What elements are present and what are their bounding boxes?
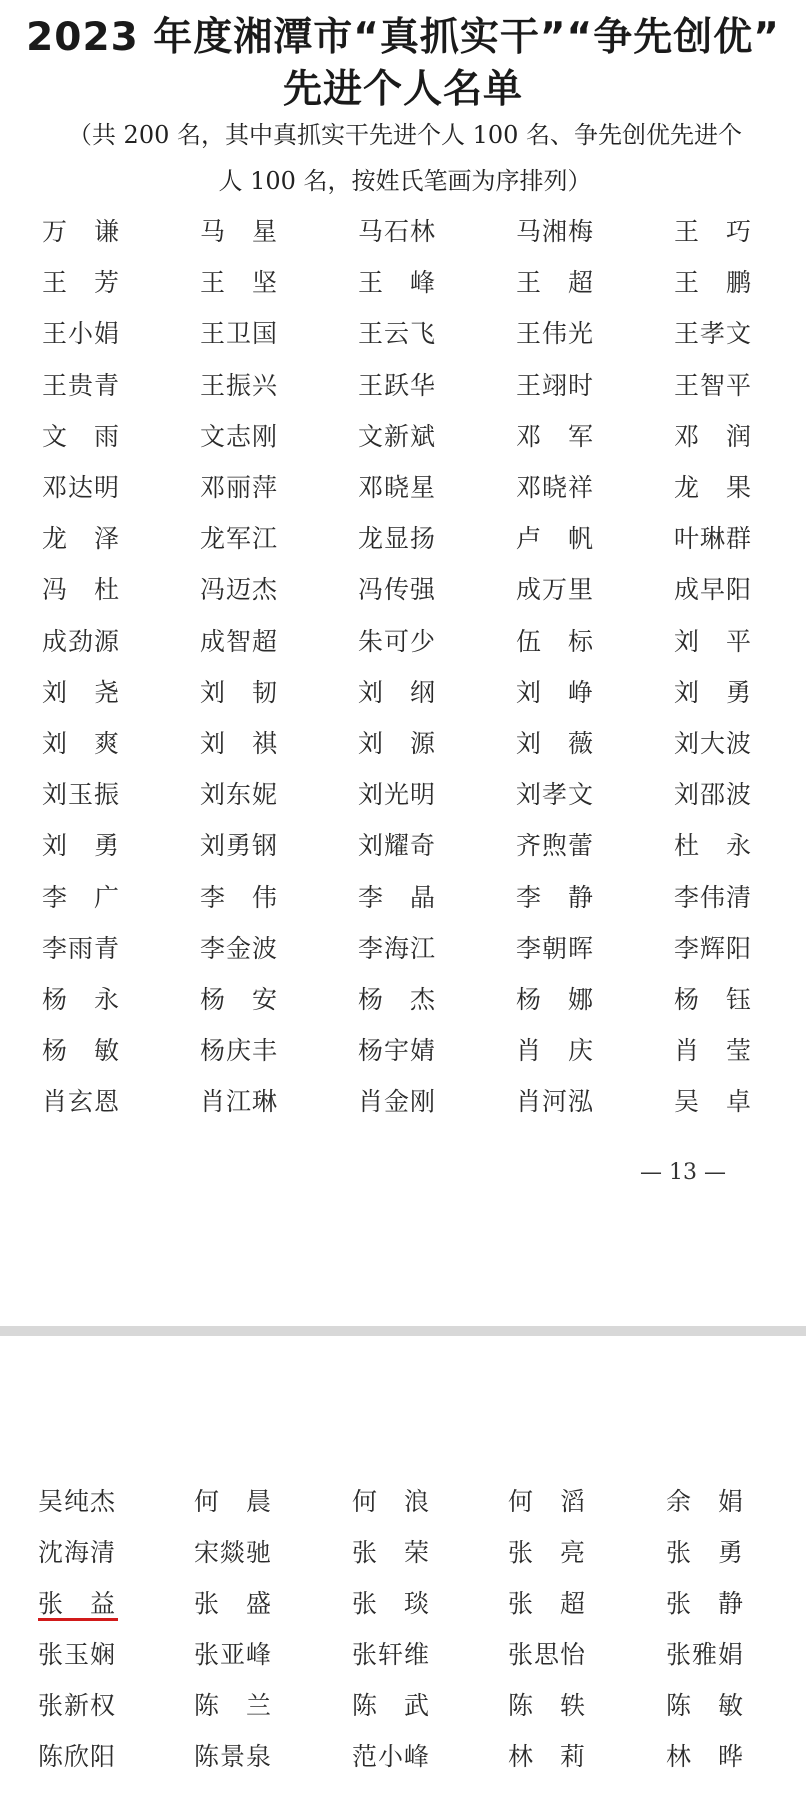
name-entry: 王翊时: [516, 370, 595, 400]
name-entry: 王 峰: [358, 268, 437, 298]
subtitle-line-2: 人 100 名，按姓氏笔画为序排列）: [218, 167, 592, 195]
name-entry: 杨庆丰: [200, 1036, 279, 1066]
name-entry: 龙 泽: [42, 524, 121, 554]
name-entry: 何 浪: [352, 1487, 431, 1516]
name-entry: 陈景泉: [194, 1742, 273, 1771]
name-entry: 陈 武: [352, 1691, 431, 1720]
name-entry: 王云飞: [358, 319, 437, 349]
name-entry: 王跃华: [358, 370, 437, 400]
name-entry: 张玉娴: [38, 1640, 117, 1669]
name-entry: 张 荣: [352, 1538, 431, 1567]
name-entry: 伍 标: [516, 626, 595, 656]
name-entry: 邓晓星: [358, 473, 437, 502]
name-entry: 张新权: [38, 1691, 117, 1720]
name-entry: 文志刚: [200, 421, 279, 451]
name-entry: 张 琰: [352, 1589, 431, 1618]
name-entry: 文新斌: [358, 421, 437, 451]
name-entry: 刘光明: [358, 780, 437, 810]
name-entry: 成早阳: [674, 575, 753, 605]
name-entry: 肖玄恩: [42, 1087, 121, 1117]
name-entry: 万 谦: [42, 217, 121, 246]
name-entry: 张 盛: [194, 1589, 273, 1618]
name-entry: 张思怡: [508, 1640, 587, 1669]
name-entry: 肖江琳: [200, 1087, 279, 1117]
name-entry: 王孝文: [674, 319, 753, 349]
name-entry: 张 益: [38, 1589, 117, 1618]
name-entry: 肖 莹: [674, 1036, 753, 1066]
name-entry: 刘玉振: [42, 780, 121, 810]
name-entry: 李雨青: [42, 933, 121, 963]
name-entry: 邓晓祥: [516, 473, 595, 502]
name-entry: 王 巧: [674, 217, 753, 246]
subtitle: [20, 112, 790, 204]
name-entry: 冯迈杰: [200, 575, 279, 605]
name-entry: 成万里: [516, 575, 595, 605]
page-divider: [0, 1326, 806, 1336]
name-entry: 文 雨: [42, 421, 121, 451]
name-entry: 何 滔: [508, 1487, 587, 1516]
name-entry: 王 芳: [42, 268, 121, 298]
name-entry: 李 晶: [358, 882, 437, 912]
name-entry: 龙显扬: [358, 524, 437, 554]
name-entry: 张雅娟: [666, 1640, 745, 1669]
name-entry: 李海江: [358, 933, 437, 963]
name-entry: 王振兴: [200, 370, 279, 400]
name-entry: 张 勇: [666, 1538, 745, 1567]
name-entry: 刘 薇: [516, 729, 595, 758]
name-entry: 刘 平: [674, 626, 753, 656]
name-entry: 邓达明: [42, 473, 121, 502]
name-entry: 王 超: [516, 268, 595, 298]
name-entry: 李伟清: [674, 882, 753, 912]
name-entry: 朱可少: [358, 626, 437, 656]
name-entry: 王 坚: [200, 268, 279, 298]
name-entry: 林 晔: [666, 1742, 745, 1771]
name-entry: 成智超: [200, 626, 279, 656]
name-entry: 肖河泓: [516, 1087, 595, 1117]
name-entry: 李 广: [42, 882, 121, 912]
name-entry: 王智平: [674, 370, 753, 400]
name-entry: 王卫国: [200, 319, 279, 349]
page-number: — 13 —: [640, 1160, 726, 1185]
name-entry: 刘 韧: [200, 677, 279, 707]
name-entry: 冯 杜: [42, 575, 121, 605]
document-page-14: [0, 1336, 806, 1814]
name-entry: 杨 安: [200, 985, 279, 1014]
name-entry: 吴 卓: [674, 1087, 753, 1117]
title-line-1: 2023 年度湘潭市“真抓实干”“争先创优”: [26, 15, 780, 60]
name-entry: 林 莉: [508, 1742, 587, 1771]
name-entry: 杨 杰: [358, 985, 437, 1014]
name-entry: 杨宇婧: [358, 1036, 437, 1066]
name-entry: 张 静: [666, 1589, 745, 1618]
name-entry: 陈 轶: [508, 1691, 587, 1720]
name-entry: 刘大波: [674, 729, 753, 758]
name-entry: 肖金刚: [358, 1087, 437, 1117]
name-entry: 冯传强: [358, 575, 437, 605]
name-entry: 李辉阳: [674, 933, 753, 963]
name-entry: 刘 纲: [358, 677, 437, 707]
name-entry: 陈欣阳: [38, 1742, 117, 1771]
name-entry: 刘 爽: [42, 729, 121, 758]
name-entry: 邓丽萍: [200, 473, 279, 502]
name-entry: 杨 钰: [674, 985, 753, 1014]
name-entry: 刘邵波: [674, 780, 753, 810]
name-entry: 刘东妮: [200, 780, 279, 810]
name-entry: 刘勇钢: [200, 831, 279, 861]
name-entry: 李朝晖: [516, 933, 595, 963]
name-entry: 马 星: [200, 217, 279, 246]
name-entry: 吴纯杰: [38, 1487, 117, 1516]
name-entry: 何 晨: [194, 1487, 273, 1516]
name-entry: 邓 润: [674, 421, 753, 451]
name-entry: 马湘梅: [516, 217, 595, 246]
name-entry: 肖 庆: [516, 1036, 595, 1066]
name-entry: 马石林: [358, 217, 437, 246]
name-entry: 沈海清: [38, 1538, 117, 1567]
name-entry: 王伟光: [516, 319, 595, 349]
title-line-2: 先进个人名单: [282, 67, 523, 112]
name-entry: 刘 尧: [42, 677, 121, 707]
name-entry: 张亚峰: [194, 1640, 273, 1669]
name-entry: 卢 帆: [516, 524, 595, 554]
name-entry: 杨 娜: [516, 985, 595, 1014]
name-entry: 刘孝文: [516, 780, 595, 810]
name-entry: 张轩维: [352, 1640, 431, 1669]
name-entry: 张 亮: [508, 1538, 587, 1567]
name-entry: 龙军江: [200, 524, 279, 554]
name-entry: 刘 峥: [516, 677, 595, 707]
name-entry: 刘 源: [358, 729, 437, 758]
name-entry: 王小娟: [42, 319, 121, 349]
name-entry: 余 娟: [666, 1487, 745, 1516]
subtitle-line-1: （共 200 名，其中真抓实干先进个人 100 名、争先创优先进个: [67, 121, 743, 149]
name-entry: 陈 敏: [666, 1691, 745, 1720]
highlight-underline: [38, 1618, 118, 1621]
name-entry: 刘耀奇: [358, 831, 437, 861]
name-entry: 叶琳群: [674, 524, 753, 554]
name-entry: 张 超: [508, 1589, 587, 1618]
name-entry: 龙 果: [674, 473, 753, 502]
name-entry: 杨 永: [42, 985, 121, 1014]
name-entry: 杜 永: [674, 831, 753, 861]
name-entry: 王贵青: [42, 370, 121, 400]
name-entry: 宋燚驰: [194, 1538, 273, 1567]
name-entry: 刘 勇: [42, 831, 121, 861]
name-entry: 刘 勇: [674, 677, 753, 707]
name-entry: 成劲源: [42, 626, 121, 656]
name-entry: 邓 军: [516, 421, 595, 451]
name-entry: 齐煦蕾: [516, 831, 595, 861]
name-entry: 王 鹏: [674, 268, 753, 298]
name-entry: 刘 祺: [200, 729, 279, 758]
name-entry: 范小峰: [352, 1742, 431, 1771]
name-entry: 陈 兰: [194, 1691, 273, 1720]
name-entry: 李 静: [516, 882, 595, 912]
name-entry: 李 伟: [200, 882, 279, 912]
name-entry: 李金波: [200, 933, 279, 963]
name-entry: 杨 敏: [42, 1036, 121, 1066]
